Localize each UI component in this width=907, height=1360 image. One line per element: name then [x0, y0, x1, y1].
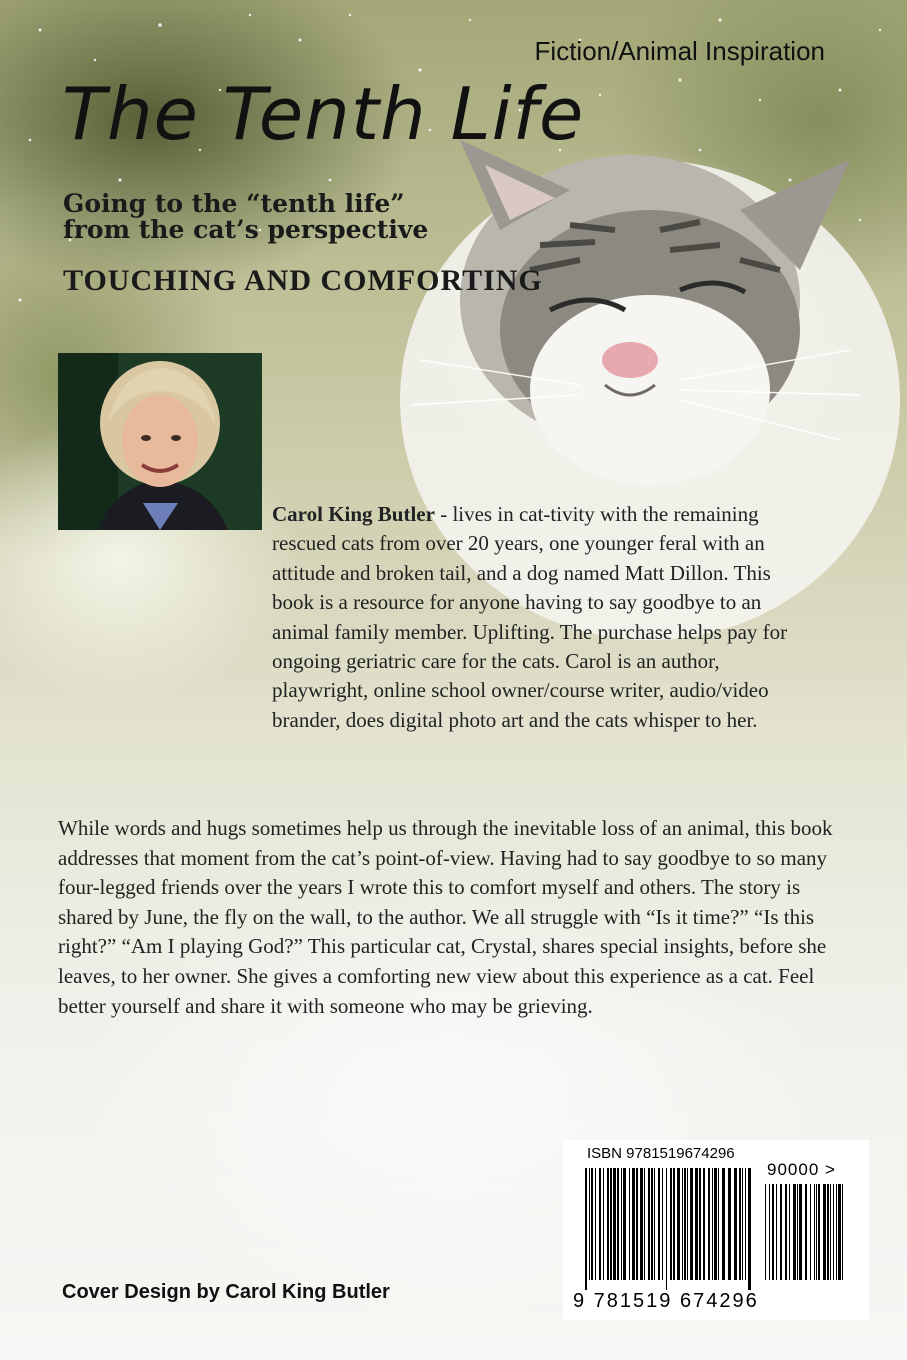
author-name: Carol King Butler	[272, 502, 435, 526]
price-code: 90000 >	[767, 1160, 836, 1179]
isbn-label: ISBN 9781519674296	[587, 1145, 735, 1162]
subtitle: TOUCHING AND COMFORTING	[63, 264, 543, 297]
genre-label: Fiction/Animal Inspiration	[534, 36, 825, 66]
author-photo	[58, 353, 262, 530]
author-bio	[272, 500, 812, 735]
cover-design-credit: Cover Design by Carol King Butler	[62, 1281, 390, 1303]
tagline	[63, 190, 428, 244]
tagline-line-2: from the cat’s perspective	[63, 215, 429, 244]
book-title: The Tenth Life	[62, 72, 585, 156]
isbn-barcode	[563, 1140, 869, 1320]
author-bio-text: - lives in cat-tivity with the remaining rescued cats from over 20 years, one younger feral with an attitude and broken tail, and a dog named Matt Dillon. This book is a resource for anyone having to say goodbye to an animal family member. Uplifting. The purchase helps pay for ongoing geriatric care for the cats. Carol is an author, playwright, online school owner/course writer, audio/video brander, does digital photo art and the cats whisper to her.	[272, 502, 788, 732]
tagline-line-1: Going to the “tenth life”	[63, 189, 405, 218]
book-description: While words and hugs sometimes help us through the inevitable loss of an animal, this book addresses that moment from the cat’s point-of-view. Having had to say goodbye to so many four-legged friends over the years I wrote this to comfort myself and others. The story is shared by June, the fly on the wall, to the author. We all struggle with “Is it time?” “Is this right?” “Am I playing God?” This particular cat, Crystal, shares special insights, before she leaves, to her owner. She gives a comforting new view about this experience as a cat. Feel better yourself and share it with someone who may be grieving.	[58, 816, 833, 1018]
barcode-digits: 9 781519 674296	[573, 1290, 759, 1312]
